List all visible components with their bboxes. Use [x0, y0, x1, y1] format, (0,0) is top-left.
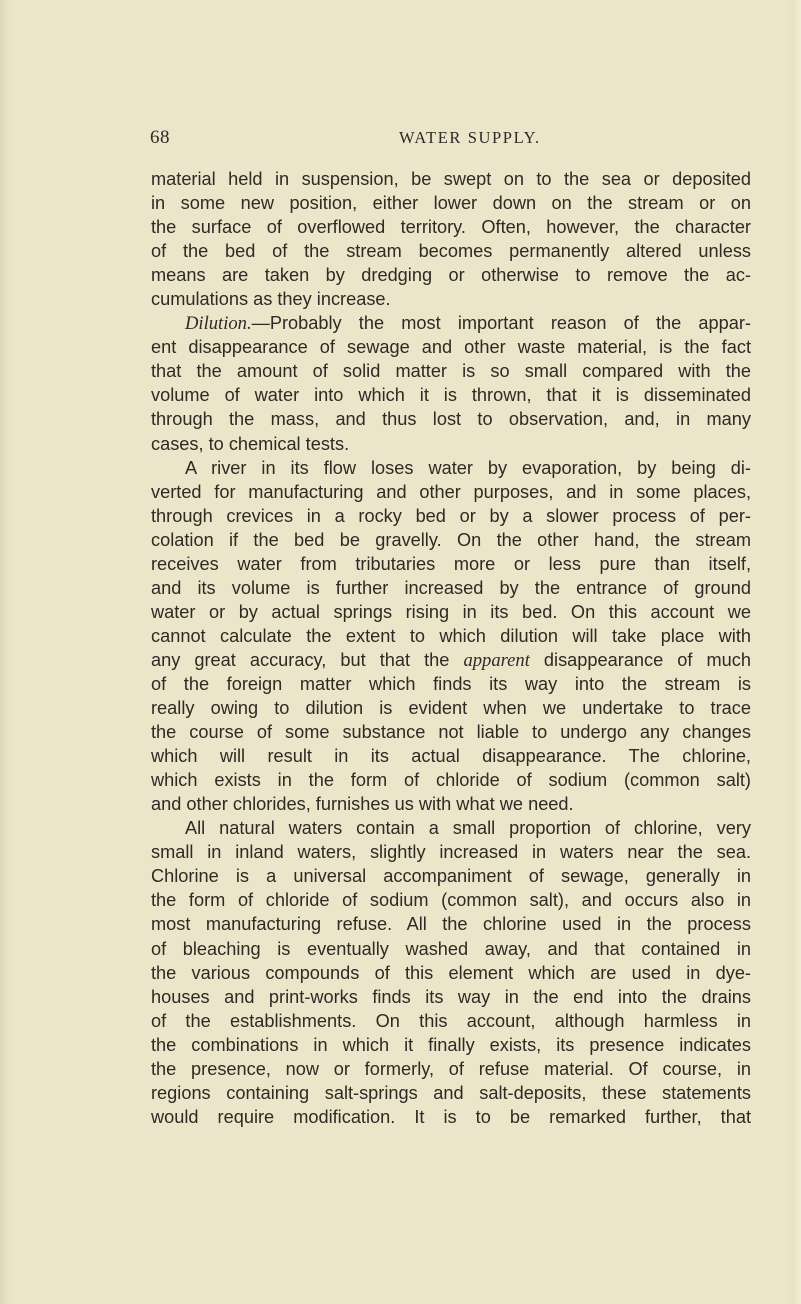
text-line: through crevices in a rocky bed or by a slower process of per- — [151, 505, 751, 526]
emphasis-apparent: apparent — [463, 649, 530, 671]
text-line: the various compounds of this element which are used in dye- — [151, 962, 751, 983]
text-line: would require modification. It is to be remarked further, that — [151, 1106, 751, 1127]
text-line: which will result in its actual disappearance. The chlorine, — [151, 746, 751, 767]
text-line: material held in suspension, be swept on to the sea or deposited — [151, 169, 751, 189]
text-line: verted for manufacturing and other purposes, and in some places, — [151, 481, 751, 502]
text-line: and other chlorides, furnishes us with what we need. — [151, 794, 574, 815]
text-line: the presence, now or formerly, of refuse material. Of course, in — [151, 1058, 751, 1079]
text-line: the combinations in which it finally exists, its presence indicates — [151, 1034, 751, 1055]
running-title: WATER SUPPLY. — [399, 128, 541, 147]
text-line: of the bed of the stream becomes permanently altered unless — [151, 241, 751, 262]
text-line: small in inland waters, slightly increased in waters near the sea. — [151, 842, 751, 863]
text-line: which exists in the form of chloride of sodium (common salt) — [151, 770, 751, 791]
text-line: that the amount of solid matter is so small compared with the — [151, 361, 751, 382]
text-line: most manufacturing refuse. All the chlorine used in the process — [151, 914, 751, 935]
text-line: the surface of overflowed territory. Often, however, the character — [151, 217, 751, 238]
text-line: the form of chloride of sodium (common salt), and occurs also in — [151, 890, 751, 911]
text-line: through the mass, and thus lost to observation, and, in many — [151, 409, 751, 430]
text-line: All natural waters contain a small proportion of chlorine, very — [185, 818, 751, 839]
text-line: receives water from tributaries more or less pure than itself, — [151, 553, 751, 574]
text-line: ent disappearance of sewage and other waste material, is the fact — [151, 337, 751, 358]
text-line: water or by actual springs rising in its bed. On this account we — [151, 601, 751, 622]
page-edge — [787, 0, 801, 1304]
text-line: of the foreign matter which finds its way into the stream is — [151, 673, 751, 694]
text-line: cannot calculate the extent to which dilution will take place with — [151, 625, 751, 646]
text-line: any great accuracy, but that the apparent disappearance of much — [151, 649, 751, 671]
text-line: and its volume is further increased by the entrance of ground — [151, 577, 751, 598]
text-line: houses and print-works finds its way in the end into the drains — [151, 986, 751, 1007]
text-line: really owing to dilution is evident when we undertake to trace — [151, 698, 751, 719]
text-line: Chlorine is a universal accompaniment of sewage, generally in — [151, 866, 751, 887]
page-number: 68 — [150, 127, 170, 148]
text-line: colation if the bed be gravelly. On the other hand, the stream — [151, 529, 751, 550]
running-head — [150, 127, 750, 155]
text-line: cases, to chemical tests. — [151, 433, 350, 454]
text-line: in some new position, either lower down on the stream or on — [151, 193, 751, 214]
text-line: regions containing salt-springs and salt-deposits, these statements — [151, 1082, 751, 1103]
page-spine-shadow — [0, 0, 10, 1304]
text-line: of the establishments. On this account, although harmless in — [151, 1010, 751, 1031]
text-line: the course of some substance not liable to undergo any changes — [151, 722, 751, 743]
text-line: volume of water into which it is thrown, that it is disseminated — [151, 385, 751, 406]
body-text — [151, 167, 751, 1129]
section-heading-dilution: Dilution. — [185, 313, 252, 335]
text-line: of bleaching is eventually washed away, and that contained in — [151, 938, 751, 959]
text-line: means are taken by dredging or otherwise to remove the ac- — [151, 265, 751, 286]
text-line: cumulations as they increase. — [151, 289, 391, 310]
text-line: Dilution.—Probably the most important reason of the appar- — [185, 313, 751, 335]
text-line: A river in its flow loses water by evaporation, by being di- — [185, 457, 751, 478]
